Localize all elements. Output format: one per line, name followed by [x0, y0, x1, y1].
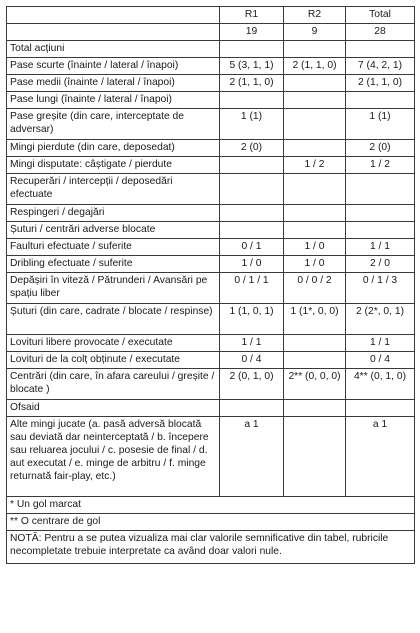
header-r2: R2 [284, 7, 346, 24]
total-value-cell: 28 [346, 24, 415, 41]
r2-value-cell: 9 [284, 24, 346, 41]
total-value-cell [346, 205, 415, 222]
r2-value-cell: 1 / 0 [284, 256, 346, 273]
r1-value-cell [220, 41, 284, 58]
table-row [7, 75, 415, 92]
row-label-cell: Pase scurte (înainte / lateral / înapoi) [7, 58, 220, 75]
r1-value-cell: 1 / 0 [220, 256, 284, 273]
total-value-cell [346, 174, 415, 205]
r1-value-cell: 2 (1, 1, 0) [220, 75, 284, 92]
r2-value-cell [284, 400, 346, 417]
r2-value-cell [284, 92, 346, 109]
total-value-cell: 2 (1, 1, 0) [346, 75, 415, 92]
footnote-text: NOTĂ: Pentru a se putea vizualiza mai clar valorile semnificative din tabel, rubricile necompletate trebuie interpretate ca având doar valori nule. [7, 531, 415, 564]
total-value-cell: 2 (2*, 0, 1) [346, 304, 415, 335]
r1-value-cell [220, 174, 284, 205]
footnote-row [7, 531, 415, 564]
table-row [7, 174, 415, 205]
r2-value-cell [284, 41, 346, 58]
total-value-cell: 0 / 4 [346, 352, 415, 369]
r2-value-cell [284, 352, 346, 369]
table-body [7, 7, 415, 564]
footnote-text: * Un gol marcat [7, 497, 415, 514]
table-row [7, 400, 415, 417]
r2-value-cell: 2 (1, 1, 0) [284, 58, 346, 75]
total-value-cell: a 1 [346, 417, 415, 497]
total-value-cell: 2 / 0 [346, 256, 415, 273]
table-row [7, 335, 415, 352]
table-row [7, 239, 415, 256]
row-label-cell: Ofsaid [7, 400, 220, 417]
total-value-cell: 2 (0) [346, 140, 415, 157]
footnote-text: ** O centrare de gol [7, 514, 415, 531]
table-row [7, 109, 415, 140]
table-row [7, 41, 415, 58]
r1-value-cell: 0 / 1 / 1 [220, 273, 284, 304]
total-value-cell [346, 222, 415, 239]
r1-value-cell: 1 / 1 [220, 335, 284, 352]
table-row [7, 369, 415, 400]
statistics-table [6, 6, 415, 564]
header-r1: R1 [220, 7, 284, 24]
total-value-cell [346, 400, 415, 417]
total-value-cell: 0 / 1 / 3 [346, 273, 415, 304]
table-row [7, 140, 415, 157]
r2-value-cell [284, 335, 346, 352]
r1-value-cell [220, 205, 284, 222]
table-row [7, 352, 415, 369]
r2-value-cell [284, 174, 346, 205]
row-label-cell: Lovituri libere provocate / executate [7, 335, 220, 352]
row-label-cell: Respingeri / degajări [7, 205, 220, 222]
row-label-cell [7, 24, 220, 41]
table-row [7, 157, 415, 174]
r1-value-cell: 1 (1) [220, 109, 284, 140]
footnote-row [7, 497, 415, 514]
table-row [7, 273, 415, 304]
total-value-cell [346, 92, 415, 109]
r2-value-cell [284, 109, 346, 140]
total-value-cell: 4** (0, 1, 0) [346, 369, 415, 400]
total-value-cell: 1 / 2 [346, 157, 415, 174]
row-label-cell: Mingi pierdute (din care, deposedat) [7, 140, 220, 157]
r1-value-cell [220, 400, 284, 417]
r2-value-cell [284, 140, 346, 157]
table-row [7, 304, 415, 335]
r2-value-cell: 0 / 0 / 2 [284, 273, 346, 304]
r2-value-cell [284, 75, 346, 92]
row-label-cell: Total acțiuni [7, 41, 220, 58]
row-label-cell: Pase greșite (din care, interceptate de adversar) [7, 109, 220, 140]
table-row [7, 24, 415, 41]
total-value-cell: 1 (1) [346, 109, 415, 140]
r1-value-cell: a 1 [220, 417, 284, 497]
r1-value-cell: 19 [220, 24, 284, 41]
row-label-cell: Șuturi (din care, cadrate / blocate / respinse) [7, 304, 220, 335]
table-row [7, 205, 415, 222]
r1-value-cell: 1 (1, 0, 1) [220, 304, 284, 335]
row-label-cell: Depășiri în viteză / Pătrunderi / Avansări pe spațiu liber [7, 273, 220, 304]
r2-value-cell: 1 (1*, 0, 0) [284, 304, 346, 335]
row-label-cell: Centrări (din care, în afara careului / greșite / blocate ) [7, 369, 220, 400]
header-label-cell [7, 7, 220, 24]
table-row [7, 92, 415, 109]
r2-value-cell [284, 417, 346, 497]
r1-value-cell: 2 (0, 1, 0) [220, 369, 284, 400]
table-row [7, 417, 415, 497]
total-value-cell: 1 / 1 [346, 239, 415, 256]
r2-value-cell: 1 / 0 [284, 239, 346, 256]
r1-value-cell [220, 157, 284, 174]
row-label-cell: Mingi disputate: câștigate / pierdute [7, 157, 220, 174]
table-row [7, 58, 415, 75]
r1-value-cell: 2 (0) [220, 140, 284, 157]
row-label-cell: Dribling efectuate / suferite [7, 256, 220, 273]
r2-value-cell: 2** (0, 0, 0) [284, 369, 346, 400]
header-total: Total [346, 7, 415, 24]
r1-value-cell [220, 222, 284, 239]
row-label-cell: Recuperări / intercepții / deposedări efectuate [7, 174, 220, 205]
row-label-cell: Faulturi efectuate / suferite [7, 239, 220, 256]
total-value-cell [346, 41, 415, 58]
r2-value-cell [284, 222, 346, 239]
r2-value-cell: 1 / 2 [284, 157, 346, 174]
row-label-cell: Alte mingi jucate (a. pasă adversă blocată sau deviată dar neinterceptată / b. începere sau reluarea jocului / c. posesie de final / d. aut executat / e. minge de arbitru / f. minge returnată fair-play, etc.) [7, 417, 220, 497]
row-label-cell: Pase medii (înainte / lateral / înapoi) [7, 75, 220, 92]
table-row [7, 222, 415, 239]
r1-value-cell: 0 / 1 [220, 239, 284, 256]
r1-value-cell [220, 92, 284, 109]
row-label-cell: Lovituri de la colț obținute / executate [7, 352, 220, 369]
row-label-cell: Pase lungi (înainte / lateral / înapoi) [7, 92, 220, 109]
table-row [7, 256, 415, 273]
total-value-cell: 1 / 1 [346, 335, 415, 352]
r1-value-cell: 5 (3, 1, 1) [220, 58, 284, 75]
row-label-cell: Șuturi / centrări adverse blocate [7, 222, 220, 239]
r2-value-cell [284, 205, 346, 222]
table-header-row [7, 7, 415, 24]
r1-value-cell: 0 / 4 [220, 352, 284, 369]
total-value-cell: 7 (4, 2, 1) [346, 58, 415, 75]
footnote-row [7, 514, 415, 531]
